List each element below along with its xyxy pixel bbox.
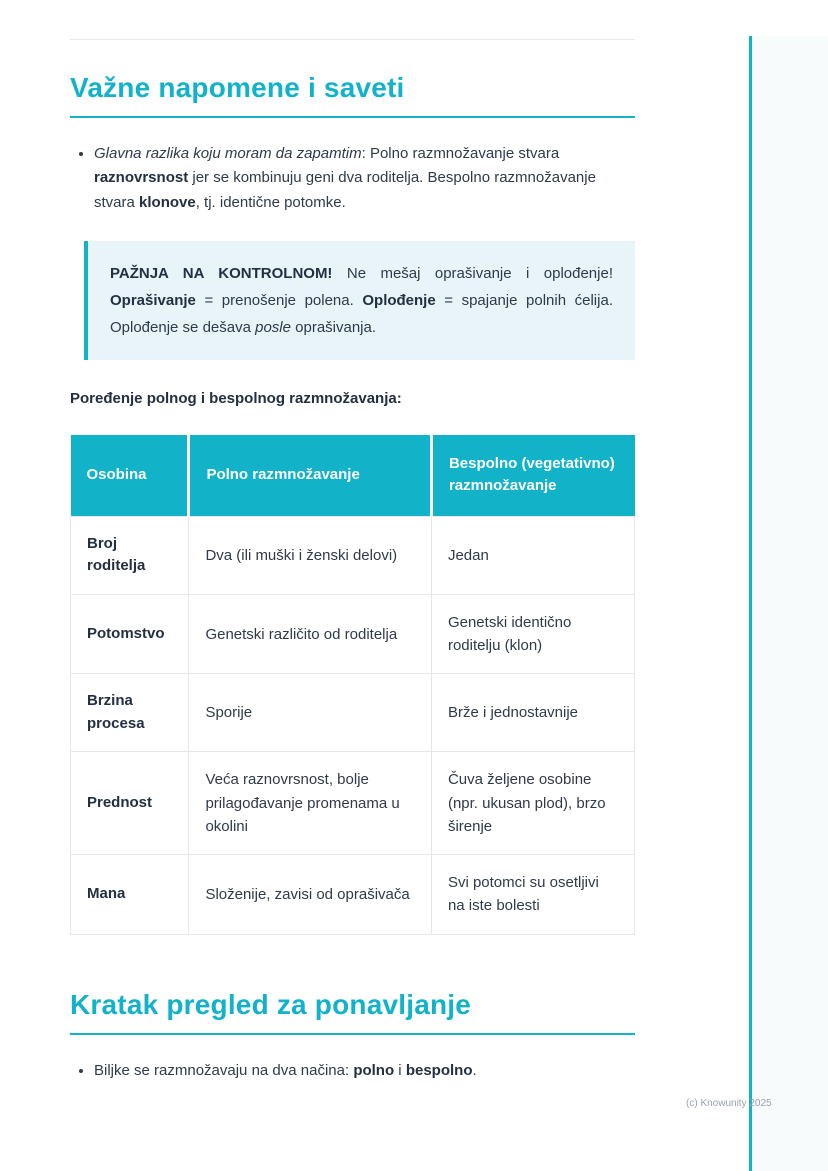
table-cell: Svi potomci su osetljivi na iste bolesti [431, 855, 634, 935]
table-cell: Dva (ili muški i ženski delovi) [189, 516, 432, 594]
section-title-review: Kratak pregled za ponavljanje [70, 989, 635, 1035]
text-run: PAŽNJA NA KONTROLNOM! [110, 264, 333, 282]
text-run: Oplođenje [362, 291, 436, 309]
text-run: oprašivanja. [290, 318, 377, 336]
review-bullet-two-ways [94, 1059, 635, 1083]
table-row [71, 516, 635, 594]
table-cell: Čuva željene osobine (npr. ukusan plod), brzo širenje [431, 752, 634, 855]
review-list [70, 1059, 635, 1083]
table-row [71, 594, 635, 674]
table-cell: Genetski različito od roditelja [189, 594, 432, 674]
text-run: , tj. identične potomke. [195, 193, 346, 211]
text-run: Ne mešaj oprašivanje i oplođenje! [332, 264, 613, 282]
text-run: posle [255, 318, 291, 336]
next-page-edge [752, 36, 828, 1171]
table-cell: Jedan [431, 516, 634, 594]
note-bullet-main-difference [94, 142, 635, 215]
column-header-polno: Polno razmnožavanje [189, 435, 432, 517]
text-run: Biljke se razmnožavaju na dva načina: [94, 1061, 354, 1079]
section-title-notes: Važne napomene i saveti [70, 72, 635, 118]
text-run: jer se kombinuju geni dva roditelja. Bespolno razmnožavanje stvara [94, 169, 596, 211]
table-cell: Sporije [189, 674, 432, 752]
comparison-table [70, 435, 635, 935]
table-row-header: Brzina procesa [71, 674, 189, 752]
text-run: : Polno razmnožavanje stvara [361, 145, 560, 162]
text-run: Glavna razlika koju moram da zapamtim [94, 145, 362, 162]
text-run: = prenošenje polena. [195, 291, 363, 309]
text-run: bespolno [405, 1061, 473, 1079]
table-cell: Brže i jednostavnije [431, 674, 634, 752]
column-header-bespolno: Bespolno (vegetativno) razmnožavanje [431, 435, 634, 517]
notes-list [70, 142, 635, 215]
text-run: raznovrsnost [94, 169, 189, 187]
top-divider [70, 39, 635, 40]
table-row [71, 752, 635, 855]
comparison-table-head [71, 435, 635, 517]
document-page [70, 0, 635, 1083]
table-row-header: Prednost [71, 752, 189, 855]
text-run: . [472, 1061, 477, 1079]
text-run: = spajanje polnih ćelija. Oplođenje se dešava [110, 291, 613, 336]
table-row-header: Broj roditelja [71, 516, 189, 594]
table-cell: Veća raznovrsnost, bolje prilagođavanje promenama u okolini [189, 752, 432, 855]
text-run: polno [353, 1061, 395, 1079]
text-run: Oprašivanje [110, 291, 196, 309]
page-accent-rule [749, 36, 752, 1171]
table-row [71, 855, 635, 935]
table-row-header: Potomstvo [71, 594, 189, 674]
table-row-header: Mana [71, 855, 189, 935]
table-cell: Genetski identično roditelju (klon) [431, 594, 634, 674]
text-run: klonove [139, 193, 196, 211]
table-cell: Složenije, zavisi od oprašivača [189, 855, 432, 935]
copyright-notice: (c) Knowunity 2025 [686, 1098, 772, 1109]
column-header-osobina: Osobina [71, 435, 189, 517]
table-row [71, 674, 635, 752]
text-run: i [394, 1061, 406, 1079]
exam-warning-callout [84, 241, 635, 360]
comparison-table-body [71, 516, 635, 934]
comparison-table-caption: Poređenje polnog i bespolnog razmnožavanja: [70, 389, 402, 407]
header-row [71, 435, 635, 517]
